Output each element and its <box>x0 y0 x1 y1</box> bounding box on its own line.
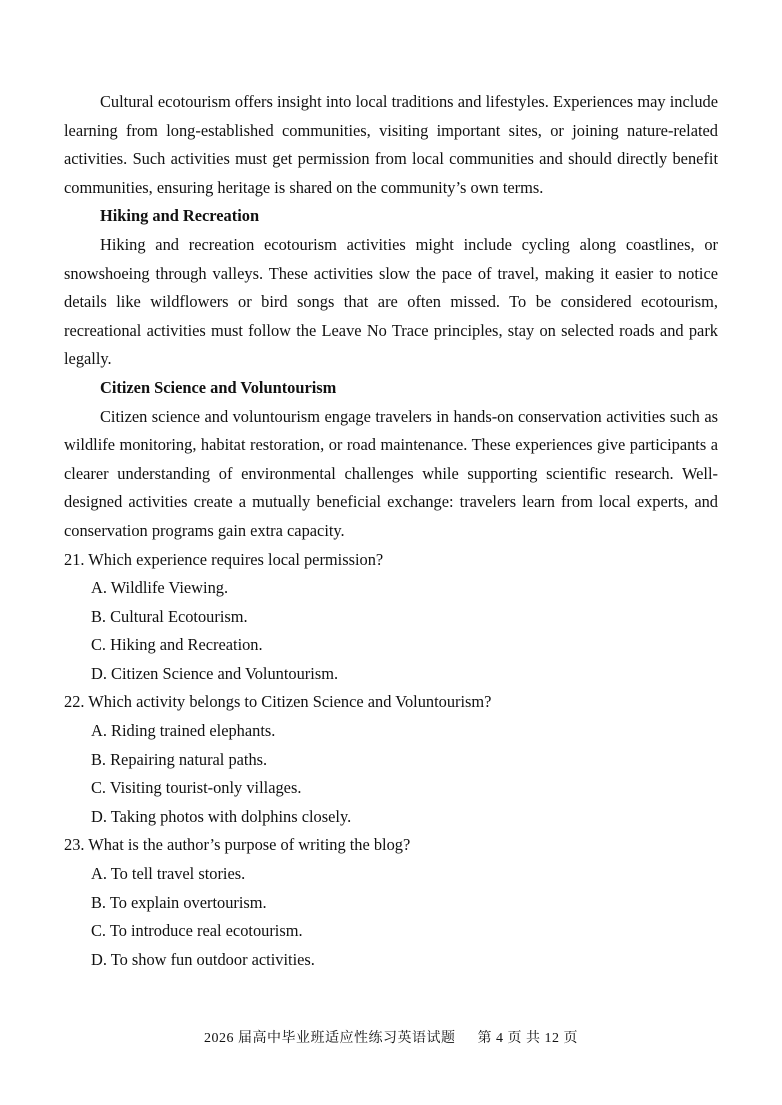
option-c: C. Visiting tourist-only villages. <box>91 778 302 798</box>
question-stem: 23. What is the author’s purpose of writing the blog? <box>64 835 411 855</box>
heading-citizen-science: Citizen Science and Voluntourism <box>100 377 337 397</box>
page-number: 第 4 页 共 12 页 <box>477 1031 578 1046</box>
option-b: B. Repairing natural paths. <box>91 749 268 769</box>
page-footer <box>0 1028 782 1050</box>
paragraph-citizen-science: Citizen science and voluntourism engage travelers in hands-on conservation activities such as wildlife monitoring, habitat restoration, or road maintenance. These experiences give participants a clearer understanding of environmental challenges while supporting scientific research. Well-designed activities create a mutually beneficial exchange: travelers learn from local experts, and conservation programs gain extra capacity. <box>64 406 718 540</box>
option-a: A. Riding trained elephants. <box>91 721 276 741</box>
question-22 <box>64 688 718 831</box>
option-a: A. Wildlife Viewing. <box>91 578 229 598</box>
exam-title: 2026 届高中毕业班适应性练习英语试题 <box>204 1031 456 1046</box>
option-d: D. To show fun outdoor activities. <box>91 949 315 969</box>
option-a: A. To tell travel stories. <box>91 864 246 884</box>
option-d: D. Citizen Science and Voluntourism. <box>91 663 339 683</box>
option-c: C. To introduce real ecotourism. <box>91 921 303 941</box>
question-21 <box>64 546 718 689</box>
option-d: D. Taking photos with dolphins closely. <box>91 806 352 826</box>
question-23 <box>64 831 718 974</box>
option-b: B. To explain overtourism. <box>91 892 267 912</box>
heading-hiking-recreation: Hiking and Recreation <box>100 206 260 226</box>
option-b: B. Cultural Ecotourism. <box>91 606 248 626</box>
paragraph-cultural-ecotourism: Cultural ecotourism offers insight into local traditions and lifestyles. Experiences may include learning from long-established communities, visiting important sites, or joining nature-related activities. Such activities must get permission from local communities and should directly benefit communities, ensuring heritage is shared on the community’s own terms. <box>64 92 718 197</box>
option-c: C. Hiking and Recreation. <box>91 635 263 655</box>
question-stem: 22. Which activity belongs to Citizen Science and Voluntourism? <box>64 692 492 712</box>
paragraph-hiking-recreation: Hiking and recreation ecotourism activities might include cycling along coastlines, or snowshoeing through valleys. These activities slow the pace of travel, making it easier to notice details like wildflowers or bird songs that are often missed. To be considered ecotourism, recreational activities must follow the Leave No Trace principles, stay on selected roads and park legally. <box>64 234 718 369</box>
question-stem: 21. Which experience requires local permission? <box>64 549 384 569</box>
page-content <box>64 88 718 974</box>
